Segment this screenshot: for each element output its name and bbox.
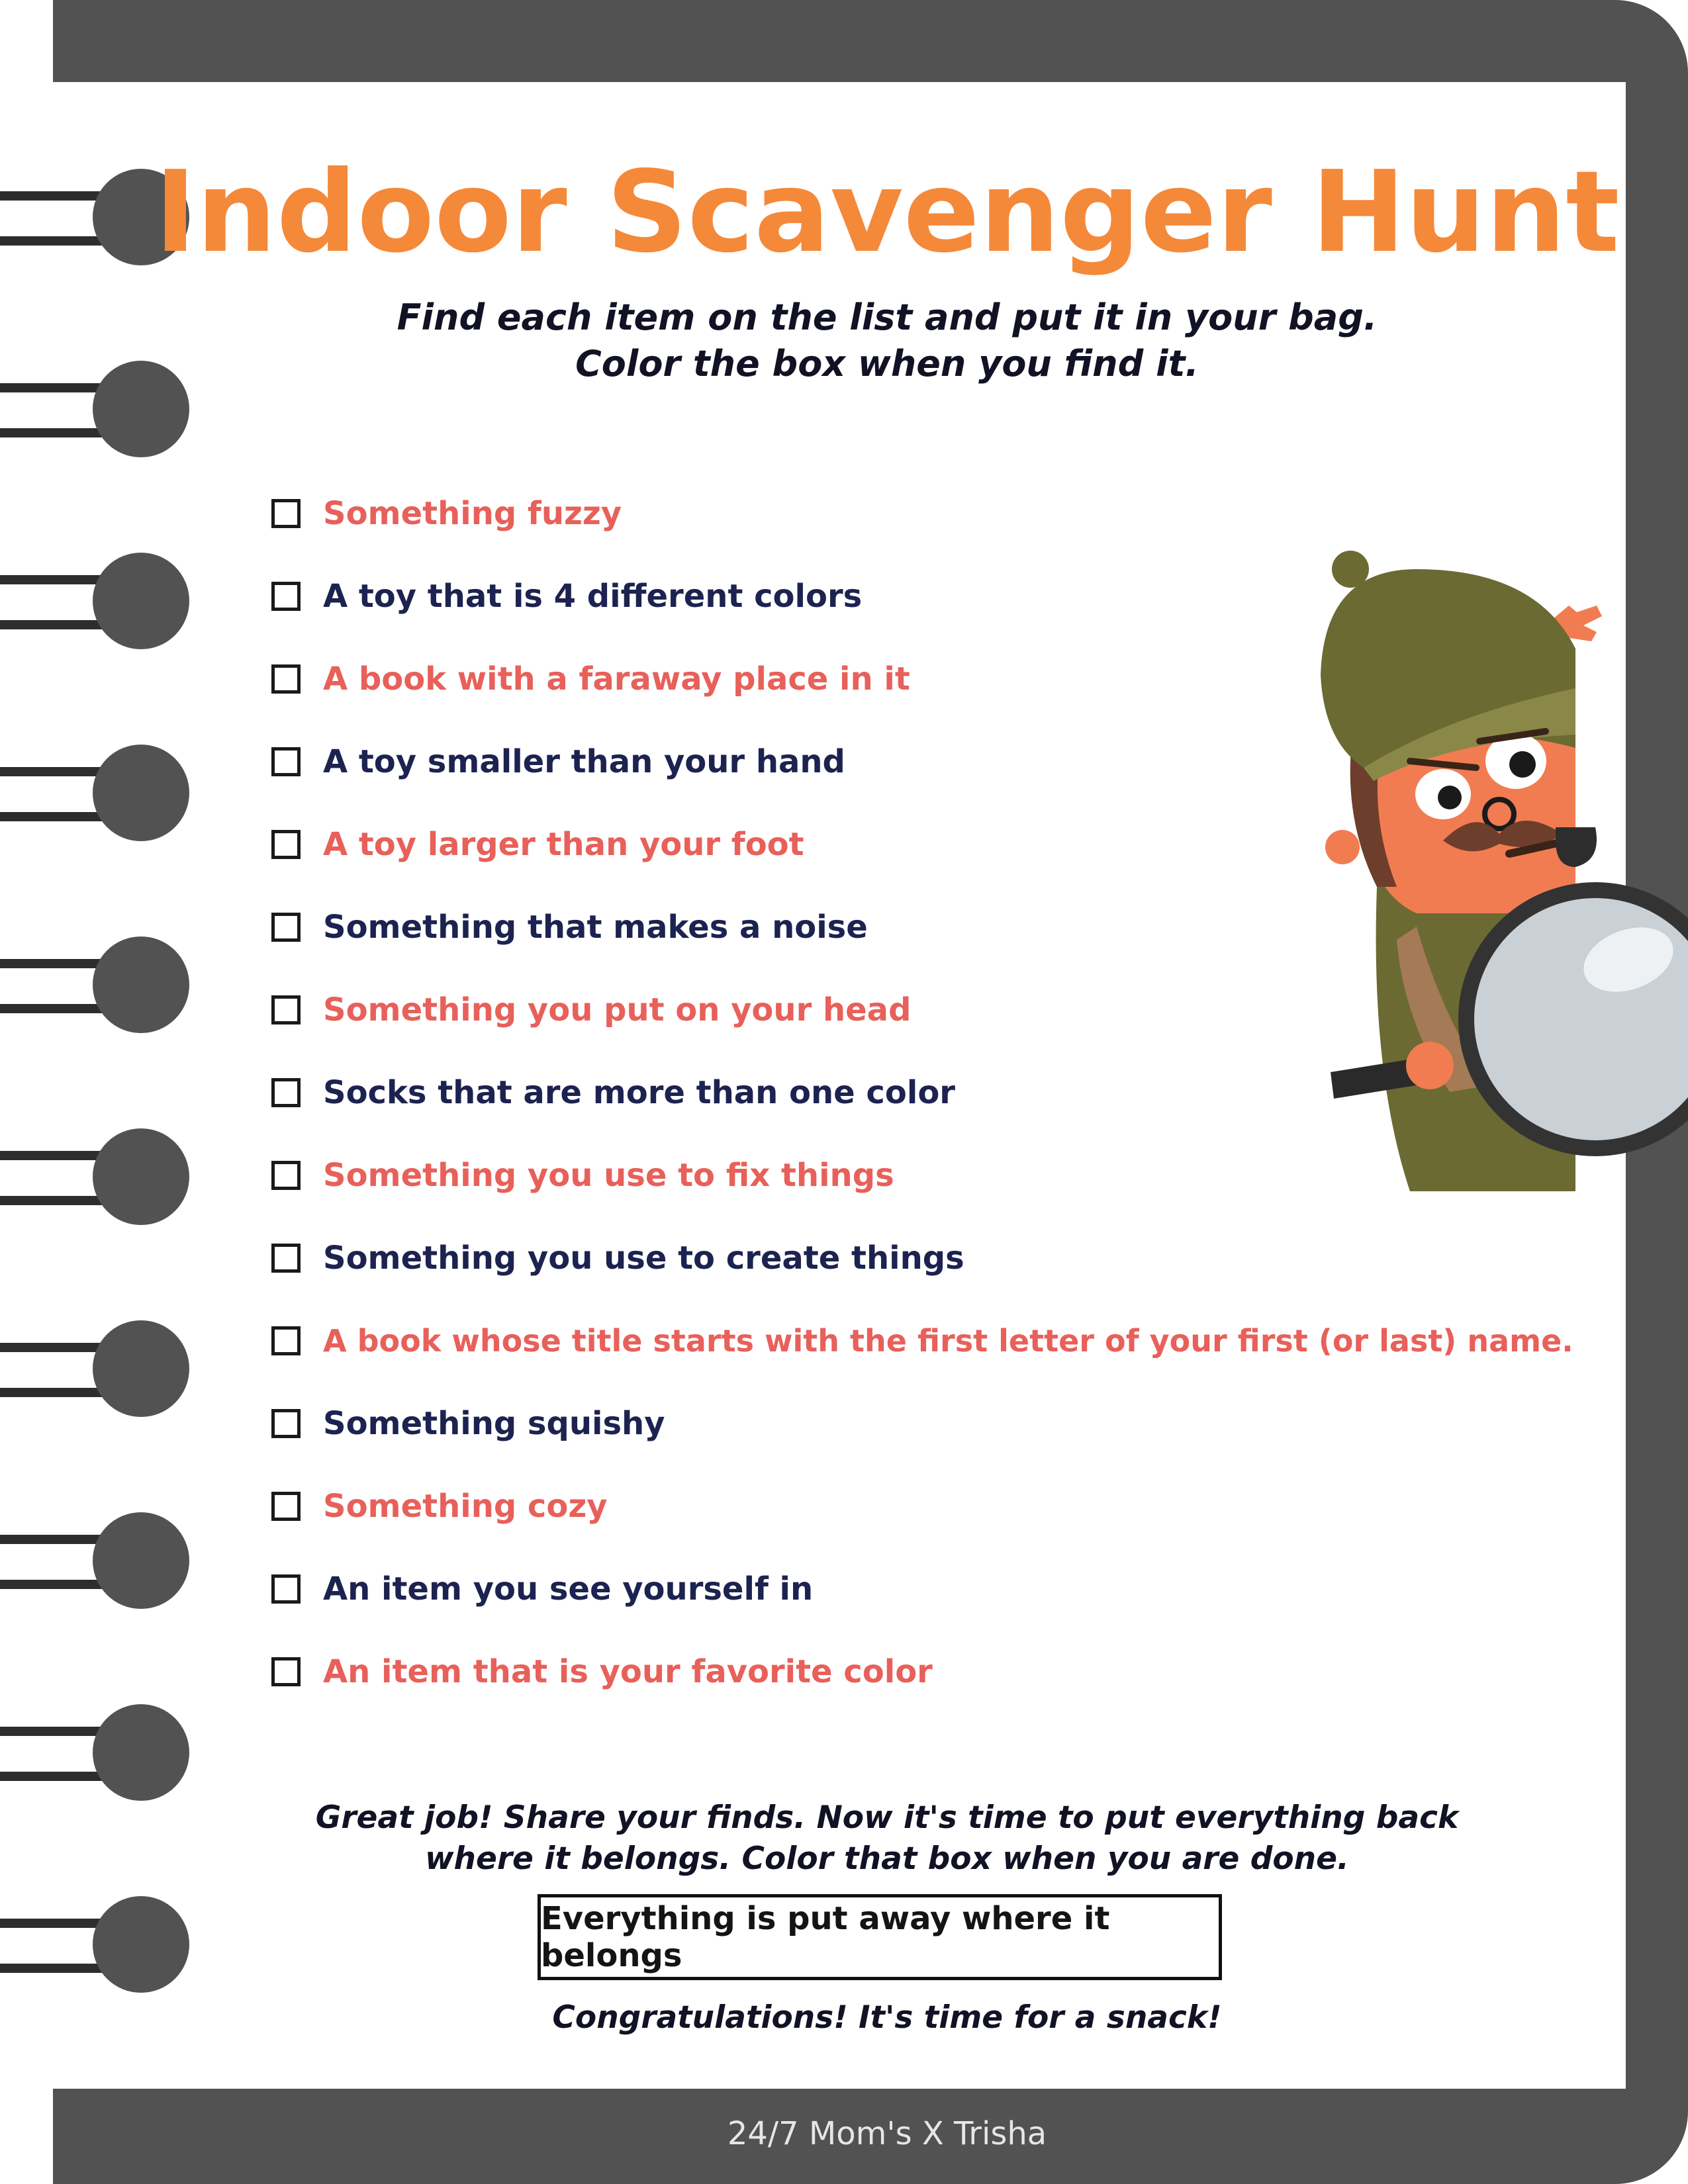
- checkbox[interactable]: [271, 664, 301, 694]
- checkbox[interactable]: [271, 1244, 301, 1273]
- item-label: Something you use to create things: [323, 1240, 964, 1277]
- footer-credit: 24/7 Mom's X Trisha: [727, 2115, 1047, 2152]
- outro-line-1: Great job! Share your finds. Now it's time to put everything back: [315, 1799, 1459, 1836]
- checklist-item: [271, 1317, 1573, 1400]
- outro-line-2: where it belongs. Color that box when you are done.: [425, 1841, 1349, 1877]
- checkbox[interactable]: [271, 1492, 301, 1521]
- item-label: A book whose title starts with the first letter of your first (or last) name.: [323, 1323, 1573, 1359]
- item-label: Something you use to fix things: [323, 1157, 894, 1194]
- checklist-item: [271, 1648, 1573, 1731]
- congrats-message: Congratulations! It's time for a snack!: [552, 1999, 1222, 2036]
- item-label: Something fuzzy: [323, 495, 622, 532]
- checklist-item: [271, 1400, 1573, 1482]
- item-label: Something that makes a noise: [323, 909, 868, 946]
- checkbox[interactable]: [271, 1078, 301, 1107]
- checkbox[interactable]: [271, 1161, 301, 1190]
- checkbox[interactable]: [271, 499, 301, 528]
- checkbox[interactable]: [271, 1657, 301, 1686]
- item-label: A toy smaller than your hand: [323, 743, 845, 780]
- pipe-icon: [1556, 827, 1597, 867]
- item-label: An item that is your favorite color: [323, 1653, 933, 1690]
- detective-illustration: [1317, 543, 1688, 1191]
- intro-line-1: Find each item on the list and put it in your bag.: [397, 296, 1378, 338]
- spiral-ring: [0, 1320, 192, 1420]
- done-checkbox[interactable]: [538, 1894, 1222, 1980]
- spiral-ring: [0, 553, 192, 652]
- page-title: Indoor Scavenger Hunt: [154, 147, 1620, 278]
- checkbox[interactable]: [271, 830, 301, 859]
- item-label: A toy that is 4 different colors: [323, 578, 863, 615]
- spiral-ring: [0, 1512, 192, 1612]
- item-label: Socks that are more than one color: [323, 1074, 955, 1111]
- spiral-ring: [0, 1128, 192, 1228]
- checkbox[interactable]: [271, 582, 301, 611]
- checkbox[interactable]: [271, 1326, 301, 1355]
- spiral-ring: [0, 745, 192, 844]
- checkbox[interactable]: [271, 1409, 301, 1438]
- item-label: Something squishy: [323, 1405, 665, 1442]
- spiral-ring: [0, 936, 192, 1036]
- magnifying-glass-icon: [1466, 890, 1688, 1148]
- checkbox[interactable]: [271, 1574, 301, 1604]
- spiral-ring: [0, 1704, 192, 1803]
- checklist-item: [271, 1482, 1573, 1565]
- checkbox[interactable]: [271, 995, 301, 1024]
- item-label: Something cozy: [323, 1488, 608, 1525]
- item-label: A book with a faraway place in it: [323, 660, 910, 698]
- item-label: An item you see yourself in: [323, 1570, 814, 1608]
- intro-line-2: Color the box when you find it.: [575, 343, 1199, 385]
- done-box-label: Everything is put away where it belongs: [541, 1900, 1110, 1974]
- spiral-ring: [0, 1896, 192, 1995]
- item-label: A toy larger than your foot: [323, 826, 804, 863]
- checkbox[interactable]: [271, 747, 301, 776]
- item-label: Something you put on your head: [323, 991, 912, 1028]
- checkbox[interactable]: [271, 913, 301, 942]
- checklist-item: [271, 1565, 1573, 1648]
- checklist-item: [271, 1234, 1573, 1317]
